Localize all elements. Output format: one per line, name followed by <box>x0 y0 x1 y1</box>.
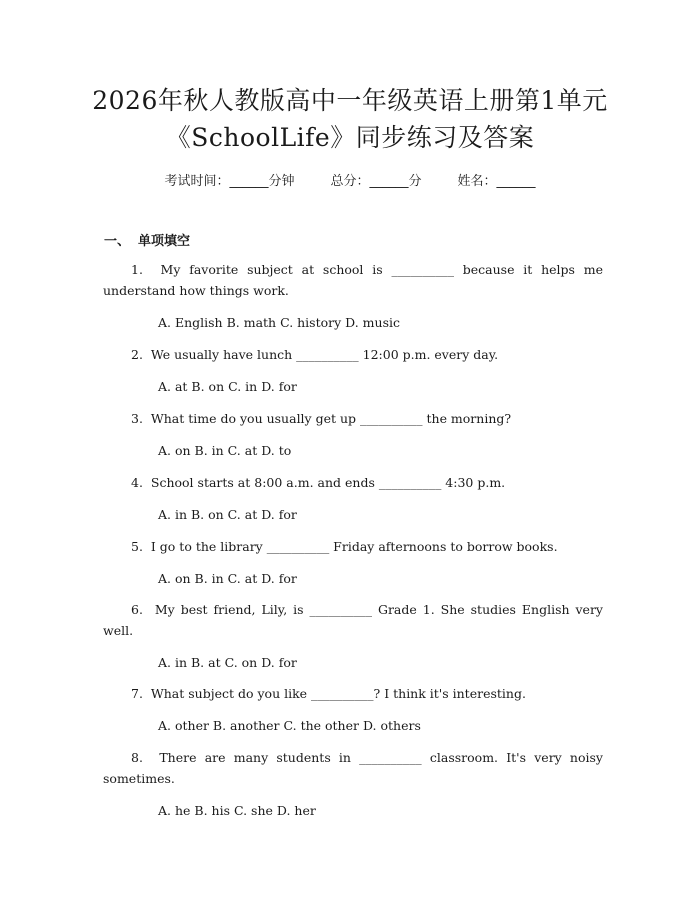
question-1 <box>103 259 603 301</box>
question-text: My best friend, Lily, is __________ Grade 1. She studies English very well. <box>103 602 603 638</box>
question-2 <box>103 344 603 365</box>
question-7-options: A. other B. another C. the other D. others <box>158 718 421 733</box>
section-heading <box>104 230 190 249</box>
question-text: We usually have lunch __________ 12:00 p.m. every day. <box>150 347 499 362</box>
question-number: 4. <box>131 475 143 490</box>
section-number: 一、 <box>104 234 131 249</box>
question-4 <box>103 472 603 493</box>
question-text: School starts at 8:00 a.m. and ends __________ 4:30 p.m. <box>150 475 506 490</box>
question-8-options: A. he B. his C. she D. her <box>158 803 316 818</box>
question-number: 8. <box>131 750 143 765</box>
exam-time: 考试时间：______分钟 <box>164 174 295 189</box>
question-number: 6. <box>131 602 143 617</box>
question-6 <box>103 599 603 641</box>
question-number: 7. <box>131 686 143 701</box>
question-text: There are many students in __________ classroom. It's very noisy sometimes. <box>103 750 603 786</box>
question-5 <box>103 536 603 557</box>
question-text: My favorite subject at school is __________ because it helps me understand how things work. <box>103 262 603 298</box>
question-text: I go to the library __________ Friday afternoons to borrow books. <box>150 539 558 554</box>
question-1-options: A. English B. math C. history D. music <box>158 315 400 330</box>
exam-name: 姓名：______ <box>457 174 536 189</box>
question-7 <box>103 683 603 704</box>
question-5-options: A. on B. in C. at D. for <box>158 571 297 586</box>
exam-score: 总分：______分 <box>330 174 422 189</box>
section-title: 单项填空 <box>138 234 191 249</box>
question-number: 3. <box>131 411 143 426</box>
question-4-options: A. in B. on C. at D. for <box>158 507 297 522</box>
question-number: 1. <box>131 262 143 277</box>
question-3 <box>103 408 603 429</box>
question-8 <box>103 747 603 789</box>
question-text: What time do you usually get up __________ the morning? <box>150 411 512 426</box>
question-text: What subject do you like __________? I think it's interesting. <box>150 686 526 701</box>
question-number: 5. <box>131 539 143 554</box>
document-title: 2026年秋人教版高中一年级英语上册第1单元《SchoolLife》同步练习及答案 <box>92 86 608 152</box>
question-number: 2. <box>131 347 143 362</box>
question-6-options: A. in B. at C. on D. for <box>158 655 297 670</box>
question-3-options: A. on B. in C. at D. to <box>158 443 292 458</box>
question-2-options: A. at B. on C. in D. for <box>158 379 297 394</box>
exam-info <box>0 170 700 189</box>
